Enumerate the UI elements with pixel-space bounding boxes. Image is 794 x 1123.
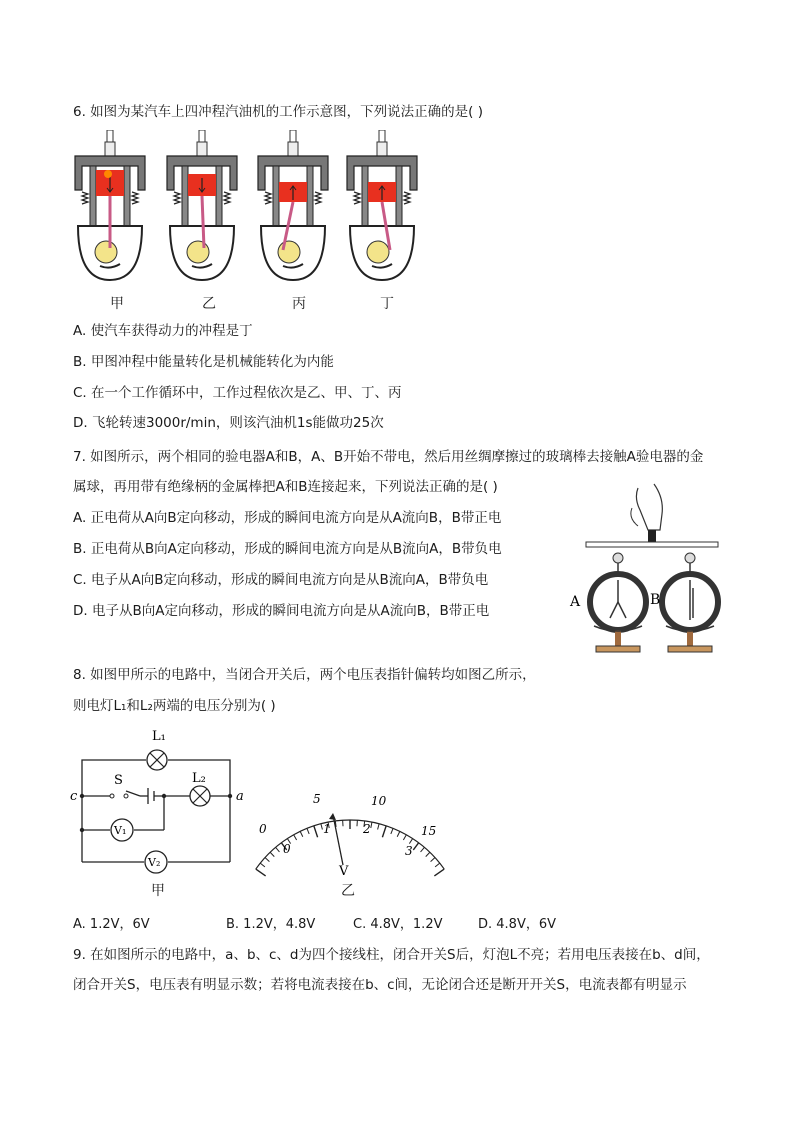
q8-option-a: A. 1.2V，6V bbox=[73, 917, 150, 932]
dial-tick bbox=[256, 869, 266, 876]
dial-tick bbox=[413, 843, 418, 850]
dial-tick bbox=[276, 847, 280, 852]
electroscope-figure bbox=[568, 478, 728, 658]
electroscope-label-b: B bbox=[650, 592, 661, 608]
q7-option-a: A. 正电荷从A向B定向移动，形成的瞬间电流方向是从A流向B，B带正电 bbox=[73, 510, 502, 526]
engine-label-bing: 丙 bbox=[292, 296, 306, 312]
dial-tick bbox=[382, 826, 386, 837]
q8-option-b: B. 1.2V，4.8V bbox=[226, 917, 316, 932]
dial-bottom-0: 0 bbox=[283, 842, 291, 856]
dial-tick bbox=[391, 828, 393, 834]
terminal-c-label: c bbox=[70, 789, 78, 804]
dial-tick bbox=[265, 858, 269, 862]
dial-bottom-2: 2 bbox=[363, 822, 371, 836]
dial-tick bbox=[426, 852, 430, 856]
engine-label-jia: 甲 bbox=[110, 296, 124, 312]
dial-tick bbox=[270, 852, 274, 856]
dial-bottom-1: 1 bbox=[323, 822, 331, 836]
q9-stem-line2: 闭合开关S，电压表有明显示数；若将电流表接在b、c间，无论闭合还是断开开关S，电流表都有明显示 bbox=[73, 977, 687, 993]
q6-stem: 6. 如图为某汽车上四冲程汽油机的工作示意图，下列说法正确的是( ) bbox=[73, 104, 483, 120]
dial-tick bbox=[371, 822, 372, 828]
dial-tick bbox=[314, 826, 318, 837]
dial-top-5: 5 bbox=[313, 792, 321, 806]
q6-option-c: C. 在一个工作循环中，工作过程依次是乙、甲、丁、丙 bbox=[73, 385, 402, 401]
dial-top-0: 0 bbox=[259, 822, 267, 836]
q6-option-b: B. 甲图冲程中能量转化是机械能转化为内能 bbox=[73, 354, 334, 370]
dial-top-10: 10 bbox=[371, 794, 387, 808]
dial-tick bbox=[434, 869, 444, 876]
circuit-diagram bbox=[68, 722, 258, 892]
dial-tick bbox=[431, 858, 435, 862]
q9-stem-line1: 9. 在如图所示的电路中，a、b、c、d为四个接线柱，闭合开关S后，灯泡L不亮；若用电压表接在b、d间， bbox=[73, 947, 710, 963]
lamp-l1-label: L₁ bbox=[152, 729, 166, 744]
voltmeter-v2-label: V₂ bbox=[148, 856, 161, 869]
q8-option-c: C. 4.8V，1.2V bbox=[353, 917, 443, 932]
dial-tick bbox=[421, 847, 425, 852]
dial-unit: V bbox=[339, 864, 349, 879]
dial-bottom-3: 3 bbox=[405, 844, 413, 858]
dial-tick bbox=[409, 839, 412, 844]
dial-tick bbox=[403, 835, 406, 840]
dial-tick bbox=[307, 828, 309, 834]
q7-option-c: C. 电子从A向B定向移动，形成的瞬间电流方向是从B流向A，B带负电 bbox=[73, 572, 489, 588]
circuit-caption-jia: 甲 bbox=[151, 883, 165, 899]
engine-label-yi: 乙 bbox=[202, 296, 216, 312]
voltmeter-v1-label: V₁ bbox=[114, 824, 127, 837]
voltmeter-dial bbox=[255, 785, 445, 885]
lamp-l2-label: L₂ bbox=[192, 771, 206, 786]
q7-stem-line1: 7. 如图所示，两个相同的验电器A和B，A、B开始不带电，然后用丝绸摩擦过的玻璃棒去接触A验电器的金 bbox=[73, 449, 704, 465]
switch-label: S bbox=[114, 773, 123, 788]
dial-tick bbox=[397, 831, 400, 836]
dial-tick bbox=[378, 824, 380, 830]
q7-option-d: D. 电子从B向A定向移动，形成的瞬间电流方向是从A流向B，B带正电 bbox=[73, 603, 490, 619]
q8-stem-line2: 则电灯L₁和L₂两端的电压分别为( ) bbox=[73, 698, 276, 714]
dial-tick bbox=[435, 863, 440, 867]
dial-top-15: 15 bbox=[421, 824, 437, 838]
dial-tick bbox=[294, 835, 297, 840]
electroscope-label-a: A bbox=[570, 594, 581, 610]
dial-caption-yi: 乙 bbox=[341, 883, 355, 899]
engine-label-ding: 丁 bbox=[380, 296, 394, 312]
dial-tick bbox=[300, 831, 303, 836]
q8-option-d: D. 4.8V，6V bbox=[478, 917, 557, 932]
q6-option-d: D. 飞轮转速3000r/min，则该汽油机1s能做功25次 bbox=[73, 415, 384, 431]
q8-stem-line1: 8. 如图甲所示的电路中，当闭合开关后，两个电压表指针偏转均如图乙所示， bbox=[73, 667, 536, 683]
q7-stem-line2: 属球，再用带有绝缘柄的金属棒把A和B连接起来，下列说法正确的是( ) bbox=[73, 479, 498, 495]
engine-strokes-figure bbox=[70, 130, 430, 290]
q6-option-a: A. 使汽车获得动力的冲程是丁 bbox=[73, 323, 253, 339]
q7-option-b: B. 正电荷从B向A定向移动，形成的瞬间电流方向是从B流向A，B带负电 bbox=[73, 541, 502, 557]
terminal-a-label: a bbox=[236, 789, 244, 804]
dial-tick bbox=[260, 863, 265, 867]
